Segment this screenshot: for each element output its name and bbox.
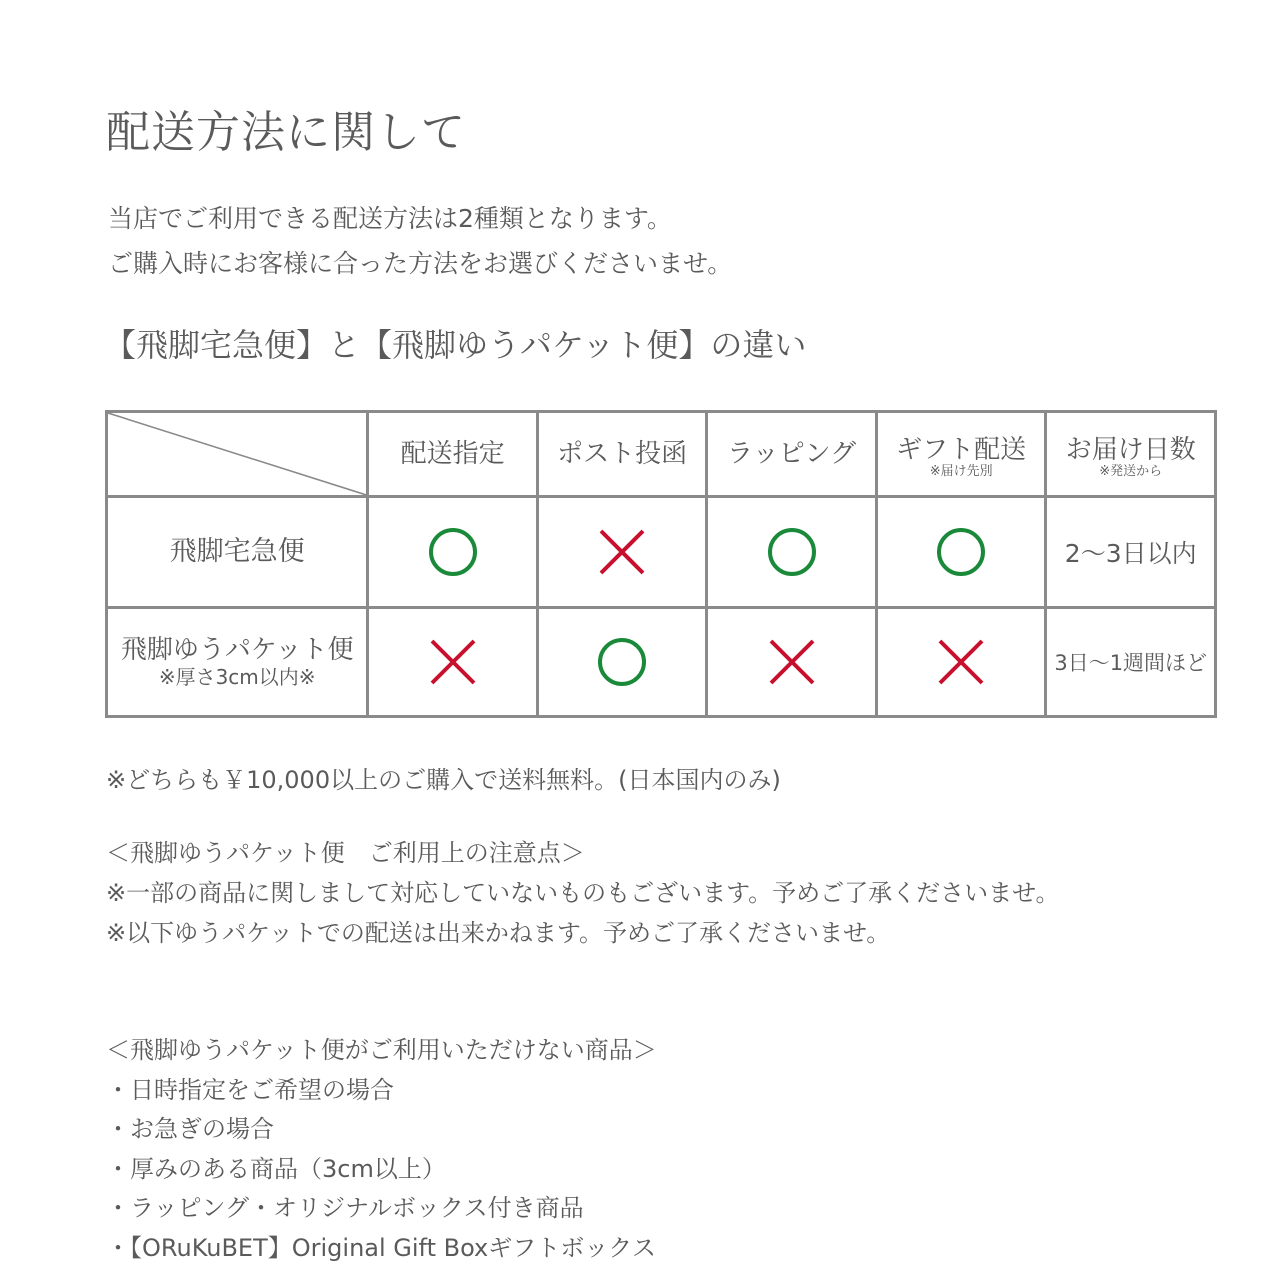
- list-item: ・ラッピング・オリジナルボックス付き商品: [106, 1194, 584, 1222]
- circle-mark-icon: [767, 527, 817, 577]
- row-label: 飛脚ゆうパケット便: [120, 635, 354, 665]
- column-header-label: ラッピング: [727, 439, 857, 469]
- comparison-table: [105, 410, 1217, 718]
- column-header-wrapping: [707, 412, 877, 497]
- row-label-cell: [107, 497, 368, 608]
- mark-cell: [537, 608, 707, 717]
- table-row: [107, 608, 1216, 717]
- comparison-subtitle: 【飛脚宅急便】と【飛脚ゆうパケット便】の違い: [104, 326, 807, 364]
- page-title: 配送方法に関して: [106, 107, 466, 158]
- unavailable-title: ＜飛脚ゆうパケット便がご利用いただけない商品＞: [106, 1036, 657, 1064]
- column-header-note: ※届け先別: [929, 464, 993, 479]
- list-item: ・厚みのある商品（3cm以上）: [106, 1154, 446, 1183]
- mark-cell: [368, 608, 538, 717]
- days-cell: [1046, 608, 1216, 717]
- list-item: ・日時指定をご希望の場合: [106, 1075, 394, 1104]
- row-label-cell: [107, 608, 368, 717]
- free-shipping-note: ※どちらも￥10,000以上のご購入で送料無料。(日本国内のみ): [106, 766, 781, 794]
- notes-section: [106, 760, 1059, 1268]
- circle-mark-icon: [597, 637, 647, 687]
- mark-cell: [537, 497, 707, 608]
- list-item: ・【ORuKuBET】Original Gift Boxギフトボックス: [106, 1233, 656, 1262]
- delivery-days: 2〜3日以内: [1064, 539, 1197, 568]
- caution-line-2: ※以下ゆうパケットでの配送は出来かねます。予めご了承くださいませ。: [106, 919, 891, 947]
- column-header-delivery-days: [1046, 412, 1216, 497]
- cross-mark-icon: [936, 637, 986, 687]
- delivery-days: 3日〜1週間ほど: [1054, 651, 1208, 675]
- column-header-gift-delivery: [876, 412, 1046, 497]
- mark-cell: [368, 497, 538, 608]
- column-header-note: ※発送から: [1099, 464, 1163, 479]
- intro-line-1: 当店でご利用できる配送方法は2種類となります。: [108, 204, 672, 233]
- row-note: ※厚さ3cm以内※: [158, 665, 316, 689]
- caution-title: ＜飛脚ゆうパケット便 ご利用上の注意点＞: [106, 839, 585, 867]
- mark-cell: [707, 497, 877, 608]
- column-header-label: ポスト投函: [557, 439, 688, 469]
- column-header-label: 配送指定: [400, 439, 505, 469]
- column-header-label: お届け日数: [1065, 435, 1196, 465]
- column-header-delivery-time: [368, 412, 538, 497]
- mark-cell: [707, 608, 877, 717]
- list-item: ・お急ぎの場合: [106, 1115, 274, 1143]
- intro-line-2: ご購入時にお客様に合った方法をお選びくださいませ。: [108, 249, 733, 278]
- cross-mark-icon: [597, 527, 647, 577]
- mark-cell: [876, 608, 1046, 717]
- table-row: [107, 497, 1216, 608]
- circle-mark-icon: [936, 527, 986, 577]
- caution-line-1: ※一部の商品に関しまして対応していないものもございます。予めご了承くださいませ。: [106, 879, 1060, 907]
- table-header-row: [107, 412, 1216, 497]
- column-header-post-box: [537, 412, 707, 497]
- cross-mark-icon: [428, 637, 478, 687]
- diagonal-line: [108, 413, 366, 495]
- table-corner-cell: [107, 412, 368, 497]
- mark-cell: [876, 497, 1046, 608]
- intro-text: [108, 196, 732, 286]
- cross-mark-icon: [767, 637, 817, 687]
- circle-mark-icon: [428, 527, 478, 577]
- row-label: 飛脚宅急便: [169, 536, 305, 567]
- column-header-label: ギフト配送: [896, 435, 1027, 465]
- days-cell: [1046, 497, 1216, 608]
